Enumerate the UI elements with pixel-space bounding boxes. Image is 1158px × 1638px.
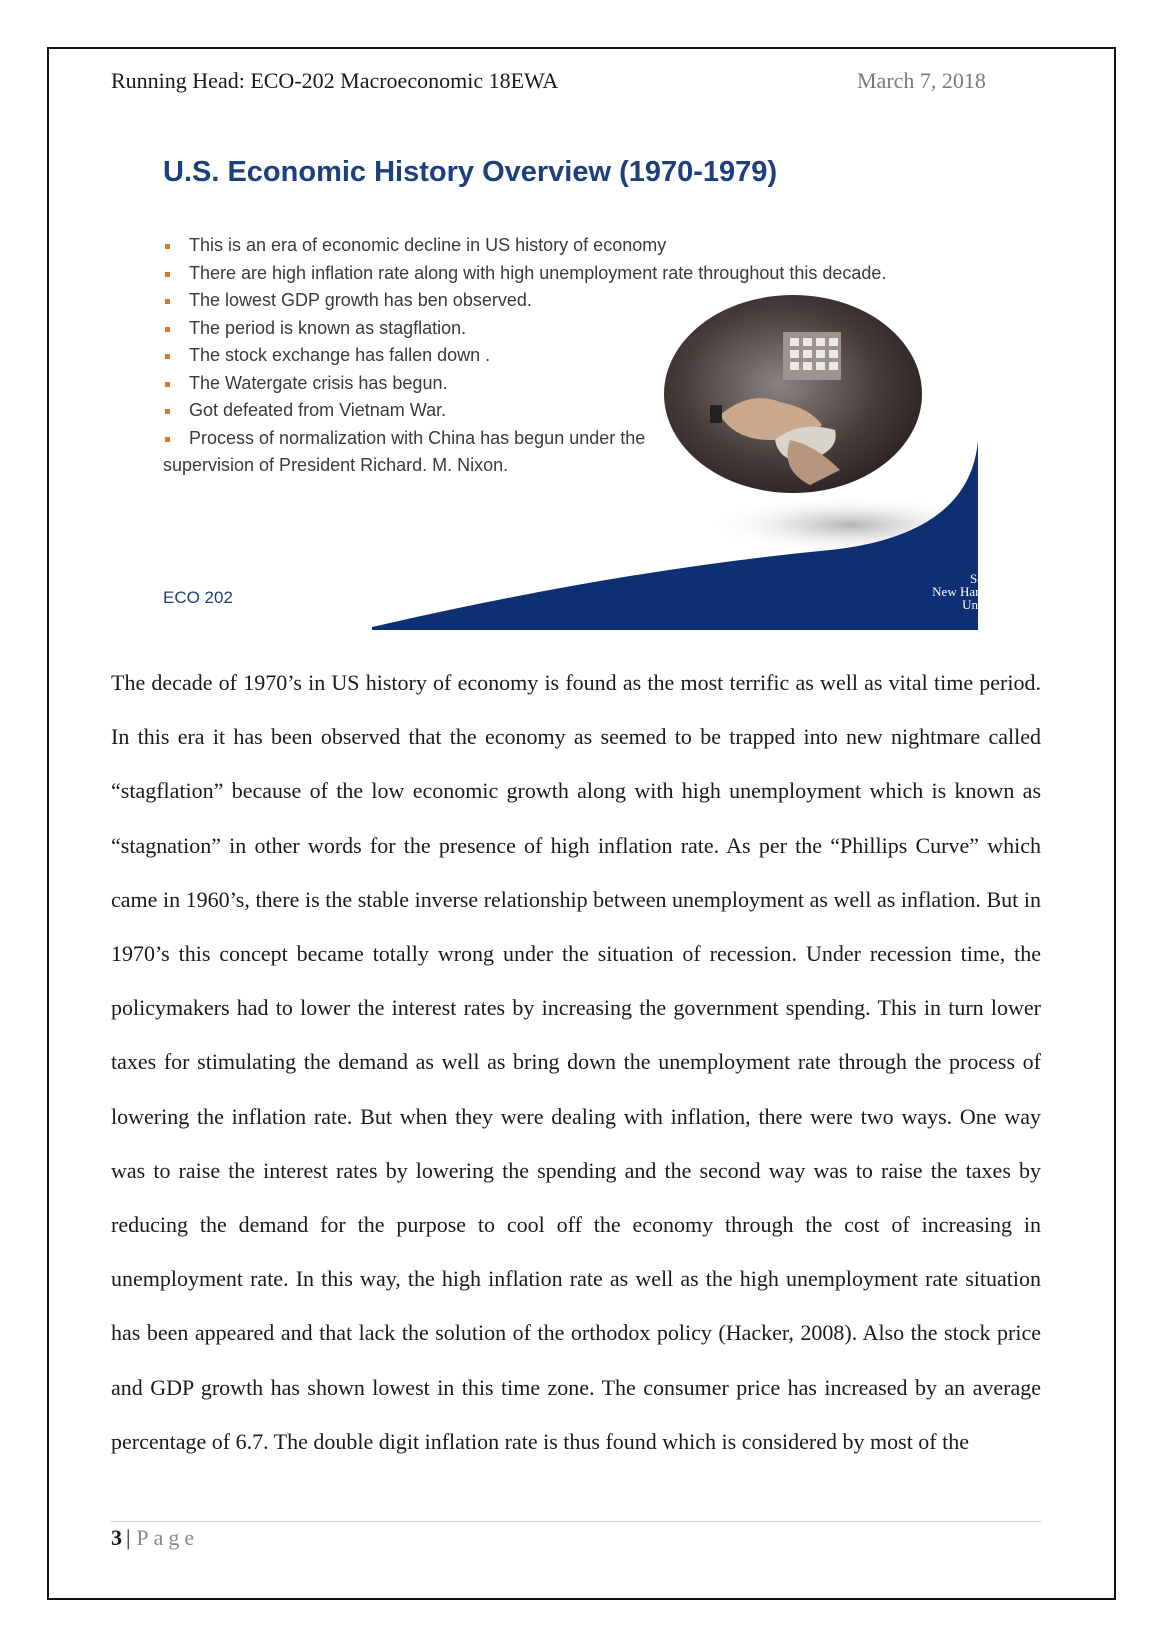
slide-bullet-list — [163, 232, 886, 480]
page-label: Page — [136, 1525, 200, 1550]
bullet-marker-icon — [165, 327, 170, 332]
slide-bullet: This is an era of economic decline in US history of economy — [163, 232, 886, 260]
bullet-marker-icon — [165, 409, 170, 414]
bullet-marker-icon — [165, 272, 170, 277]
bullet-marker-icon — [165, 437, 170, 442]
logo-line: Southern — [970, 571, 1017, 586]
slide-footer-label: ECO 202 — [163, 588, 233, 607]
slide-bullet: The period is known as stagflation. — [163, 315, 886, 343]
page-number: 3 — [111, 1525, 122, 1550]
slide-title: U.S. Economic History Overview (1970-1979) — [163, 156, 778, 188]
bullet-marker-icon — [165, 354, 170, 359]
slide-bullet: The stock exchange has fallen down . — [163, 342, 886, 370]
slide-bullet: Process of normalization with China has begun under the — [163, 425, 886, 453]
bullet-marker-icon — [165, 299, 170, 304]
page-footer — [111, 1525, 199, 1551]
slide-bullet-continuation: supervision of President Richard. M. Nixon. — [163, 455, 509, 475]
slide-bullet: Got defeated from Vietnam War. — [163, 397, 886, 425]
header-date: March 7, 2018 — [857, 68, 986, 93]
logo-line: New Hampshire — [932, 584, 1017, 599]
slide-bullet: There are high inflation rate along with high unemployment rate throughout this decade. — [163, 260, 886, 288]
slide-image — [150, 140, 1030, 630]
running-head: Running Head: ECO-202 Macroeconomic 18EWA — [111, 68, 559, 93]
bullet-marker-icon — [165, 244, 170, 249]
footer-rule — [111, 1521, 1041, 1522]
slide-bullet: The lowest GDP growth has ben observed. — [163, 287, 886, 315]
footer-separator: | — [126, 1525, 131, 1550]
body-paragraph: The decade of 1970’s in US history of economy is found as the most terrific as well as vital time period. In this era it has been observed that the economy as seemed to be trapped into new nightmare called “stagflation” because of the low economic growth along with high unemployment which is known as “stagnation” in other words for the presence of high inflation rate. As per the “Phillips Curve” which came in 1960’s, there is the stable inverse relationship between unemployment as well as inflation. But in 1970’s this concept became totally wrong under the situation of recession. Under recession time, the policymakers had to lower the interest rates by increasing the government spending. This in turn lower taxes for stimulating the demand as well as bring down the unemployment rate through the process of lowering the inflation rate. But when they were dealing with inflation, there were two ways. One way was to raise the interest rates by lowering the spending and the second way was to raise the taxes by reducing the demand for the purpose to cool off the economy through the cost of increasing in unemployment rate. In this way, the high inflation rate as well as the high unemployment rate situation has been appeared and that lack the solution of the orthodox policy (Hacker, 2008). Also the stock price and GDP growth has shown lowest in this time zone. The consumer price has increased by an average percentage of 6.7. The double digit inflation rate is thus found which is considered by most of the — [111, 670, 1041, 1454]
bullet-marker-icon — [165, 382, 170, 387]
university-crest-icon — [988, 572, 1014, 612]
logo-line: University — [962, 597, 1017, 612]
slide-bullet: The Watergate crisis has begun. — [163, 370, 886, 398]
